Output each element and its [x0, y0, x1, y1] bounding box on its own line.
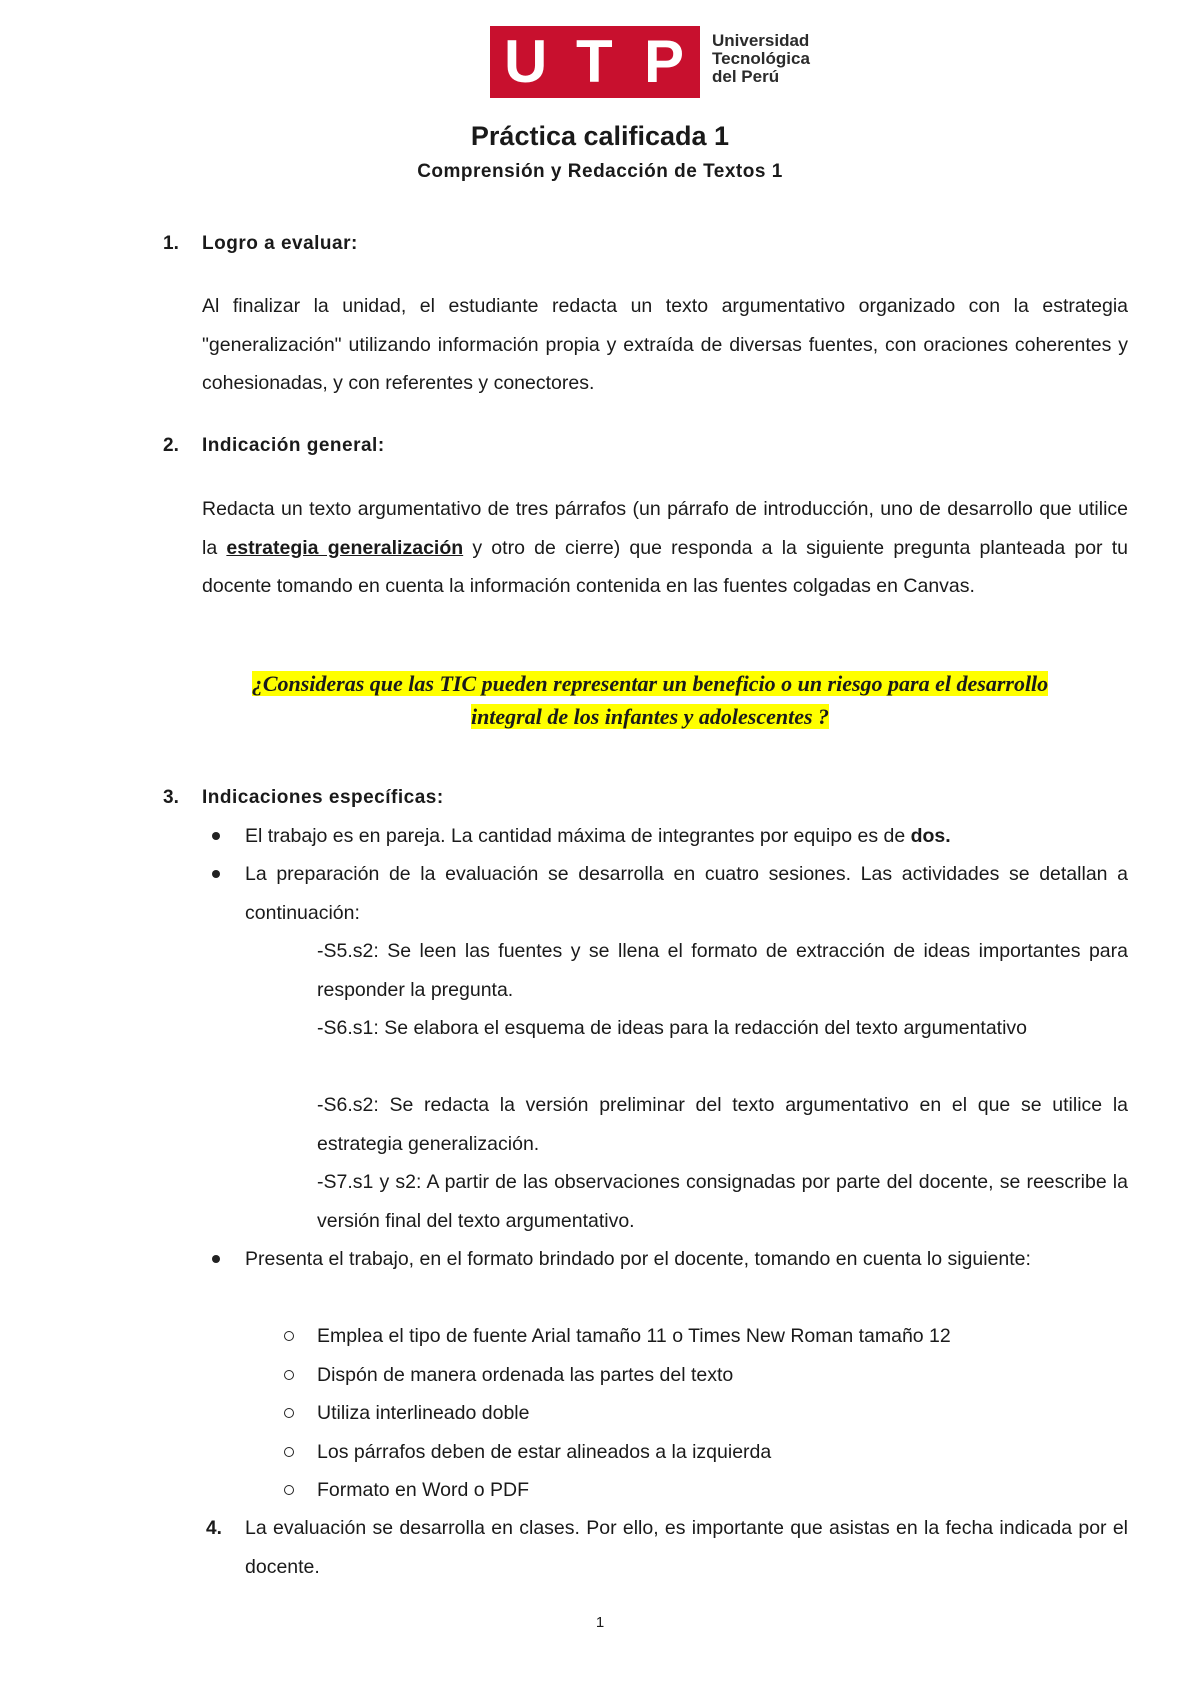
bullet-item-pairs	[245, 817, 1128, 856]
page-title: Práctica calificada 1	[470, 121, 730, 151]
page-subtitle: Comprensión y Redacción de Textos 1	[417, 161, 783, 182]
bullet-text: El trabajo es en pareja. La cantidad máxima de integrantes por equipo es de	[245, 825, 911, 847]
format-item: Dispón de manera ordenada las partes del texto	[317, 1364, 734, 1386]
session-item: -S6.s1: Se elabora el esquema de ideas para la redacción del texto argumentativo	[317, 1017, 1028, 1039]
section-1-heading: Logro a evaluar:	[202, 233, 358, 254]
bullet-icon	[212, 832, 220, 840]
session-item: -S5.s2: Se leen las fuentes y se llena el formato de extracción de ideas importantes para responder la pregunta.	[317, 940, 1128, 1001]
logo-letter-u: U	[504, 28, 548, 95]
logo-line: Tecnológica	[712, 49, 810, 68]
section-2-number: 2.	[163, 435, 179, 456]
bullet-icon	[212, 1255, 220, 1263]
section-4-number: 4.	[206, 1518, 222, 1539]
section-3-heading: Indicaciones específicas:	[202, 787, 444, 808]
section-2-text-end: y otro de cierre) que responda a la siguiente pregunta planteada por tu docente tomando en cuenta la información contenida en las fuentes colgadas en Canvas.	[202, 536, 1128, 597]
bullet-item-sessions: La preparación de la evaluación se desarrolla en cuatro sesiones. Las actividades se detallan a continuación:	[245, 863, 1128, 924]
circle-bullet-icon	[284, 1447, 294, 1457]
section-2-text	[202, 490, 1128, 606]
section-1-text: Al finalizar la unidad, el estudiante redacta un texto argumentativo organizado con la estrategia "generalización" utilizando información propia y extraída de diversas fuentes, con oraciones coherentes y cohesionadas, y con referentes y conectores.	[202, 295, 1128, 394]
section-4-text: La evaluación se desarrolla en clases. Por ello, es importante que asistas en la fecha indicada por el docente.	[245, 1517, 1128, 1578]
guiding-question	[190, 667, 1110, 733]
question-line-1: ¿Consideras que las TIC pueden representar un beneficio o un riesgo para el desarrollo	[251, 671, 1049, 696]
format-item: Los párrafos deben de estar alineados a la izquierda	[317, 1441, 772, 1463]
circle-bullet-icon	[284, 1370, 294, 1380]
utp-logo	[490, 26, 835, 98]
bullet-bold-text: dos.	[910, 825, 951, 847]
logo-wordmark	[712, 32, 810, 86]
section-1-number: 1.	[163, 233, 179, 254]
section-3-number: 3.	[163, 787, 179, 808]
session-item: -S6.s2: Se redacta la versión preliminar del texto argumentativo en el que se utilice la estrategia generalización.	[317, 1094, 1128, 1155]
section-2-text-start: Redacta un texto argumentativo de tres párrafos (un párrafo de introducción, uno de desarrollo que utilice la	[202, 498, 1128, 559]
question-line-2: integral de los infantes y adolescentes ?	[470, 704, 830, 729]
strategy-emphasis: estrategia generalización	[226, 536, 464, 559]
circle-bullet-icon	[284, 1485, 294, 1495]
session-item: -S7.s1 y s2: A partir de las observaciones consignadas por parte del docente, se reescribe la versión final del texto argumentativo.	[317, 1171, 1128, 1232]
logo-line: Universidad	[712, 31, 810, 50]
bullet-item-format: Presenta el trabajo, en el formato brindado por el docente, tomando en cuenta lo siguiente:	[245, 1248, 1031, 1270]
bullet-icon	[212, 870, 220, 878]
page-number: 1	[595, 1614, 605, 1631]
logo-line: del Perú	[712, 67, 780, 86]
circle-bullet-icon	[284, 1331, 294, 1341]
format-item: Utiliza interlineado doble	[317, 1402, 530, 1424]
format-item: Formato en Word o PDF	[317, 1479, 530, 1501]
section-2-heading: Indicación general:	[202, 435, 385, 456]
circle-bullet-icon	[284, 1408, 294, 1418]
logo-letter-p: P	[644, 28, 685, 95]
logo-letter-t: T	[576, 28, 613, 95]
format-item: Emplea el tipo de fuente Arial tamaño 11 o Times New Roman tamaño 12	[317, 1325, 951, 1347]
logo-red-block	[490, 26, 700, 98]
